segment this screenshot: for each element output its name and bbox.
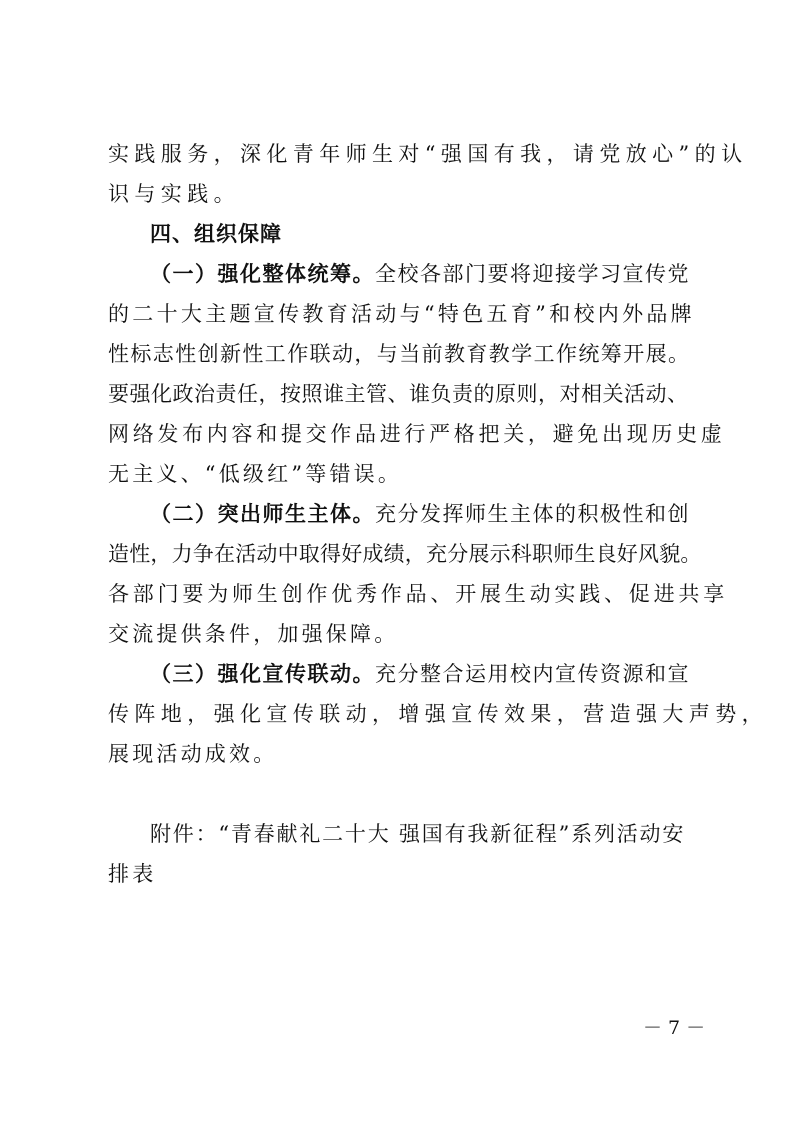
paragraph-line: 网络发布内容和提交作品进行严格把关，避免出现历史虚: [108, 422, 726, 446]
paragraph-line: [150, 500, 690, 528]
paragraph-line: 传阵地，强化宣传联动，增强宣传效果，营造强大声势，: [108, 702, 768, 726]
item-text: 全校各部门要将迎接学习宣传党: [375, 262, 690, 286]
item-text: 充分整合运用校内宣传资源和宣: [375, 662, 690, 686]
item-title: （三）强化宣传联动。: [150, 662, 375, 686]
paragraph-line: 各部门要为师生创作优秀作品、开展生动实践、促进共享: [108, 582, 728, 606]
attachment-line: 附件：“青春献礼二十大 强国有我新征程”系列活动安: [150, 822, 686, 846]
item-title: （二）突出师生主体。: [150, 502, 375, 526]
paragraph-line: 实践服务，深化青年师生对“强国有我，请党放心”的认: [108, 142, 748, 166]
paragraph-line: 性标志性创新性工作联动，与当前教育教学工作统筹开展。: [108, 342, 691, 366]
paragraph-line: 识与实践。: [108, 182, 240, 206]
paragraph-line: 造性，力争在活动中取得好成绩，充分展示科职师生良好风貌。: [108, 542, 702, 566]
paragraph-line: 交流提供条件，加强保障。: [108, 622, 399, 646]
section-heading: 四、组织保障: [150, 222, 282, 246]
paragraph-line: [150, 660, 690, 688]
item-text: 充分发挥师生主体的积极性和创: [375, 502, 690, 526]
page-number: － 7 －: [643, 1017, 706, 1039]
item-title: （一）强化整体统筹。: [150, 262, 375, 286]
paragraph-line: 展现活动成效。: [108, 742, 278, 766]
paragraph-line: 要强化政治责任，按照谁主管、谁负责的原则，对相关活动、: [108, 382, 689, 406]
paragraph-line: 的二十大主题宣传教育活动与“特色五育”和校内外品牌: [108, 302, 695, 326]
paragraph-line: [150, 260, 690, 288]
paragraph-line: 无主义、“低级红”等错误。: [108, 462, 403, 486]
attachment-line: 排表: [108, 862, 157, 886]
